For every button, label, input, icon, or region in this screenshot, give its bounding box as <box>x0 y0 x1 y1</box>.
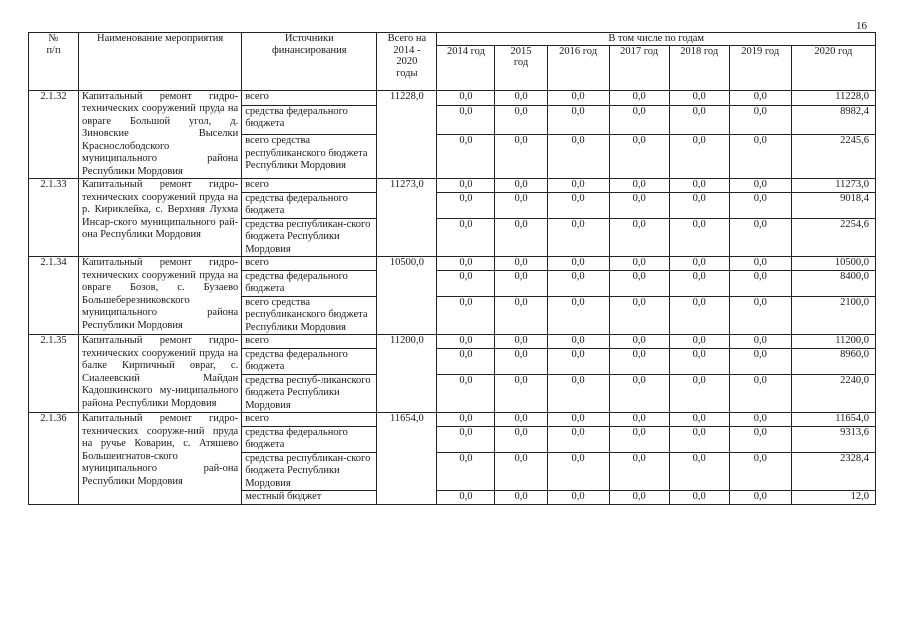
total-amount: 10500,0 <box>377 257 437 335</box>
year-amount: 11228,0 <box>791 90 875 105</box>
header-num: № п/п <box>29 33 79 91</box>
year-amount: 0,0 <box>437 270 495 296</box>
row-number: 2.1.34 <box>29 257 79 335</box>
total-amount: 11200,0 <box>377 335 437 413</box>
year-amount: 0,0 <box>669 413 729 427</box>
funding-source: всего <box>242 90 377 105</box>
header-year-2016: 2016 год <box>547 45 609 90</box>
row-number: 2.1.36 <box>29 413 79 505</box>
year-amount: 0,0 <box>669 270 729 296</box>
year-amount: 0,0 <box>547 192 609 218</box>
page-number: 16 <box>856 20 867 32</box>
funding-source: всего <box>242 413 377 427</box>
year-amount: 0,0 <box>669 491 729 505</box>
year-amount: 0,0 <box>609 296 669 335</box>
measure-name: Капитальный ремонт гидро-технических сооруже-ний пруда на ручье Коварин, с. Атяшево Большеигнатов-ского муниципального рай-она Республики Мордовия <box>79 413 242 505</box>
year-amount: 0,0 <box>609 90 669 105</box>
funding-source: всего <box>242 179 377 193</box>
measure-name: Капитальный ремонт гидро-технических сооружений пруда на овраге Бозов, с. Бузаево Большеберезниковского муниципального района Республики Мордовия <box>79 257 242 335</box>
year-amount: 11273,0 <box>791 179 875 193</box>
year-amount: 0,0 <box>669 179 729 193</box>
table-row <box>29 413 876 427</box>
table-row <box>29 179 876 193</box>
year-amount: 0,0 <box>729 413 791 427</box>
year-amount: 0,0 <box>547 335 609 349</box>
year-amount: 0,0 <box>609 413 669 427</box>
year-amount: 0,0 <box>609 270 669 296</box>
year-amount: 0,0 <box>669 452 729 491</box>
year-amount: 0,0 <box>609 218 669 257</box>
year-amount: 0,0 <box>729 335 791 349</box>
year-amount: 0,0 <box>729 491 791 505</box>
row-number: 2.1.33 <box>29 179 79 257</box>
year-amount: 10500,0 <box>791 257 875 271</box>
header-year-2018: 2018 год <box>669 45 729 90</box>
header-total: Всего на 2014 - 2020 годы <box>377 33 437 91</box>
year-amount: 0,0 <box>609 452 669 491</box>
funding-table <box>28 32 876 505</box>
year-amount: 0,0 <box>437 426 495 452</box>
year-amount: 0,0 <box>609 179 669 193</box>
year-amount: 0,0 <box>669 426 729 452</box>
year-amount: 0,0 <box>729 192 791 218</box>
year-amount: 0,0 <box>547 348 609 374</box>
year-amount: 0,0 <box>547 452 609 491</box>
year-amount: 11200,0 <box>791 335 875 349</box>
funding-source: всего средства республиканского бюджета Республики Мордовия <box>242 296 377 335</box>
total-amount: 11654,0 <box>377 413 437 505</box>
year-amount: 2328,4 <box>791 452 875 491</box>
year-amount: 0,0 <box>437 90 495 105</box>
year-amount: 0,0 <box>729 90 791 105</box>
year-amount: 0,0 <box>437 335 495 349</box>
year-amount: 0,0 <box>729 270 791 296</box>
year-amount: 0,0 <box>437 491 495 505</box>
measure-name: Капитальный ремонт гидро-технических сооружений пруда на овраге Большой угол, д. Зиновские Выселки Краснослободского муниципального района Республики Мордовия <box>79 90 242 179</box>
year-amount: 0,0 <box>547 105 609 135</box>
funding-source: всего средства республиканского бюджета Республики Мордовия <box>242 135 377 179</box>
year-amount: 0,0 <box>495 105 547 135</box>
year-amount: 0,0 <box>547 90 609 105</box>
year-amount: 0,0 <box>547 491 609 505</box>
year-amount: 0,0 <box>609 105 669 135</box>
year-amount: 0,0 <box>495 348 547 374</box>
year-amount: 0,0 <box>437 452 495 491</box>
year-amount: 0,0 <box>609 192 669 218</box>
row-number: 2.1.35 <box>29 335 79 413</box>
year-amount: 0,0 <box>437 348 495 374</box>
year-amount: 0,0 <box>609 135 669 179</box>
year-amount: 0,0 <box>669 90 729 105</box>
year-amount: 2245,6 <box>791 135 875 179</box>
year-amount: 0,0 <box>495 335 547 349</box>
year-amount: 0,0 <box>729 426 791 452</box>
year-amount: 0,0 <box>669 348 729 374</box>
year-amount: 0,0 <box>669 105 729 135</box>
header-year-2017: 2017 год <box>609 45 669 90</box>
header-name: Наименование мероприятия <box>79 33 242 91</box>
year-amount: 0,0 <box>609 426 669 452</box>
year-amount: 2100,0 <box>791 296 875 335</box>
funding-source: всего <box>242 335 377 349</box>
total-amount: 11228,0 <box>377 90 437 179</box>
year-amount: 0,0 <box>547 257 609 271</box>
year-amount: 0,0 <box>547 296 609 335</box>
year-amount: 0,0 <box>609 257 669 271</box>
funding-source: средства федерального бюджета <box>242 270 377 296</box>
year-amount: 0,0 <box>437 413 495 427</box>
year-amount: 9313,6 <box>791 426 875 452</box>
year-amount: 8982,4 <box>791 105 875 135</box>
year-amount: 8960,0 <box>791 348 875 374</box>
table-row <box>29 257 876 271</box>
year-amount: 8400,0 <box>791 270 875 296</box>
year-amount: 9018,4 <box>791 192 875 218</box>
year-amount: 0,0 <box>495 426 547 452</box>
header-year-2015: 2015 год <box>495 45 547 90</box>
funding-source: средства федерального бюджета <box>242 426 377 452</box>
year-amount: 0,0 <box>729 348 791 374</box>
year-amount: 0,0 <box>609 491 669 505</box>
year-amount: 0,0 <box>669 335 729 349</box>
year-amount: 2240,0 <box>791 374 875 413</box>
year-amount: 0,0 <box>437 192 495 218</box>
year-amount: 0,0 <box>547 270 609 296</box>
year-amount: 0,0 <box>495 179 547 193</box>
year-amount: 0,0 <box>729 257 791 271</box>
header-year-2014: 2014 год <box>437 45 495 90</box>
funding-source: средства федерального бюджета <box>242 192 377 218</box>
year-amount: 0,0 <box>547 179 609 193</box>
year-amount: 0,0 <box>495 296 547 335</box>
funding-source: средства федерального бюджета <box>242 105 377 135</box>
year-amount: 0,0 <box>495 257 547 271</box>
header-by-years: В том числе по годам <box>437 33 876 46</box>
year-amount: 0,0 <box>495 135 547 179</box>
year-amount: 0,0 <box>669 192 729 218</box>
header-year-2020: 2020 год <box>791 45 875 90</box>
year-amount: 11654,0 <box>791 413 875 427</box>
year-amount: 0,0 <box>669 374 729 413</box>
funding-source: средства республикан-ского бюджета Республики Мордовия <box>242 218 377 257</box>
year-amount: 0,0 <box>729 296 791 335</box>
year-amount: 0,0 <box>437 218 495 257</box>
year-amount: 0,0 <box>729 218 791 257</box>
year-amount: 0,0 <box>729 179 791 193</box>
year-amount: 0,0 <box>495 192 547 218</box>
year-amount: 0,0 <box>495 218 547 257</box>
year-amount: 0,0 <box>547 218 609 257</box>
header-year-2019: 2019 год <box>729 45 791 90</box>
year-amount: 2254,6 <box>791 218 875 257</box>
year-amount: 0,0 <box>437 296 495 335</box>
year-amount: 0,0 <box>729 374 791 413</box>
table-row <box>29 90 876 105</box>
year-amount: 0,0 <box>609 348 669 374</box>
funding-source: местный бюджет <box>242 491 377 505</box>
year-amount: 0,0 <box>729 452 791 491</box>
year-amount: 0,0 <box>437 135 495 179</box>
year-amount: 0,0 <box>609 374 669 413</box>
year-amount: 0,0 <box>729 135 791 179</box>
year-amount: 0,0 <box>495 491 547 505</box>
measure-name: Капитальный ремонт гидро-технических сооружений пруда на балке Кирпичный овраг, с. Сиалеевский Майдан Кадошкинского му-ниципального района Республики Мордовия <box>79 335 242 413</box>
funding-source: средства респуб-ликанского бюджета Республики Мордовия <box>242 374 377 413</box>
year-amount: 0,0 <box>495 374 547 413</box>
year-amount: 0,0 <box>495 90 547 105</box>
year-amount: 0,0 <box>495 413 547 427</box>
year-amount: 0,0 <box>547 413 609 427</box>
measure-name: Капитальный ремонт гидро-технических сооружений пруда на р. Кириклейка, с. Верхняя Лухма Инсар-ского муниципального рай-она Республики Мордовия <box>79 179 242 257</box>
funding-source: всего <box>242 257 377 271</box>
total-amount: 11273,0 <box>377 179 437 257</box>
row-number: 2.1.32 <box>29 90 79 179</box>
year-amount: 0,0 <box>669 296 729 335</box>
year-amount: 0,0 <box>437 105 495 135</box>
year-amount: 0,0 <box>547 135 609 179</box>
table-row <box>29 335 876 349</box>
year-amount: 0,0 <box>669 218 729 257</box>
year-amount: 0,0 <box>547 374 609 413</box>
year-amount: 0,0 <box>437 374 495 413</box>
year-amount: 0,0 <box>547 426 609 452</box>
year-amount: 12,0 <box>791 491 875 505</box>
year-amount: 0,0 <box>495 270 547 296</box>
year-amount: 0,0 <box>729 105 791 135</box>
year-amount: 0,0 <box>669 135 729 179</box>
funding-source: средства федерального бюджета <box>242 348 377 374</box>
year-amount: 0,0 <box>609 335 669 349</box>
header-source: Источники финансирования <box>242 33 377 91</box>
table-body <box>29 90 876 504</box>
year-amount: 0,0 <box>437 257 495 271</box>
funding-source: средства республикан-ского бюджета Республики Мордовия <box>242 452 377 491</box>
year-amount: 0,0 <box>495 452 547 491</box>
year-amount: 0,0 <box>437 179 495 193</box>
year-amount: 0,0 <box>669 257 729 271</box>
